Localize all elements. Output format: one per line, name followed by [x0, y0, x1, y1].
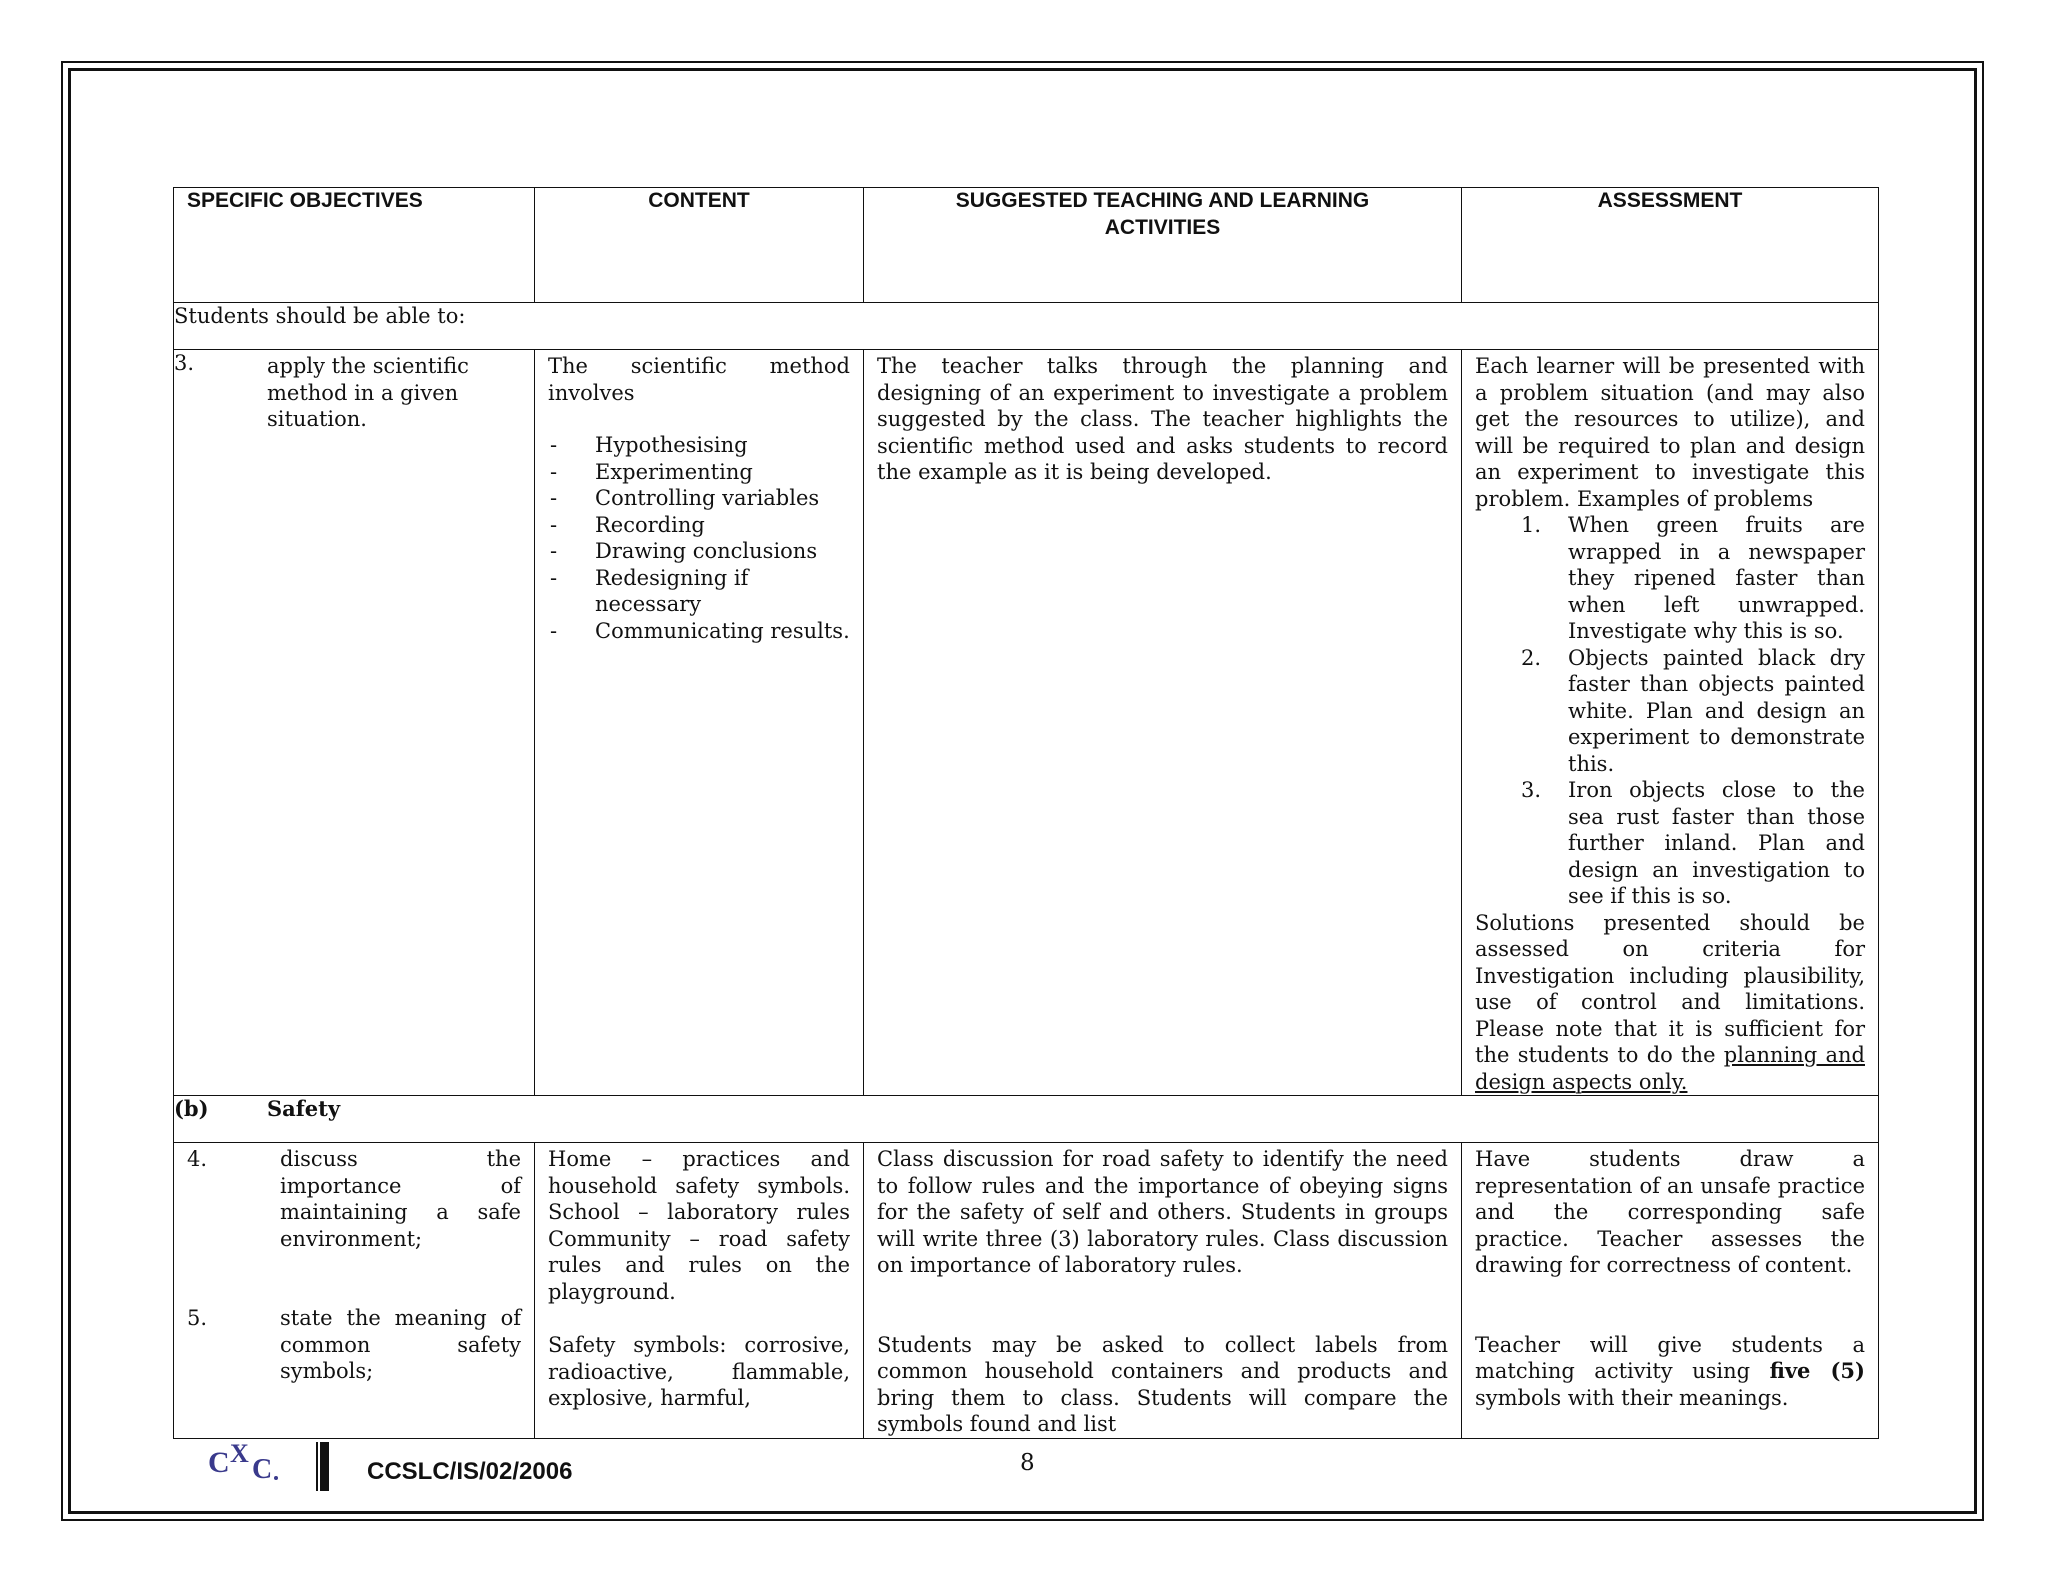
assessment-5	[1475, 1332, 1865, 1412]
syllabus-table	[173, 187, 1879, 1439]
logo-letter-c2: C	[252, 1454, 273, 1485]
document-code: CCSLC/IS/02/2006	[367, 1458, 573, 1485]
assessment-intro: Each learner will be presented with a problem situation (and may also get the resources to utilize), and will be required to plan and design an experiment to investigate this problem. Examples of problems	[1475, 354, 1865, 511]
list-item	[1475, 645, 1865, 778]
header-specific-objectives: SPECIFIC OBJECTIVES	[174, 188, 535, 303]
activities-cell-3	[864, 350, 1462, 1096]
footer-divider-thin	[316, 1442, 318, 1491]
footer-divider	[320, 1442, 329, 1491]
problem-number: 2.	[1521, 645, 1542, 670]
objective-cell-4-5	[174, 1143, 535, 1439]
page-number: 8	[1020, 1450, 1035, 1476]
objective-5	[187, 1305, 521, 1385]
objective-number: 3.	[174, 351, 195, 375]
objective-number: 5.	[187, 1306, 208, 1330]
header-activities	[864, 188, 1462, 303]
list-item: - Experimenting	[548, 459, 850, 486]
objective-4	[187, 1146, 521, 1252]
header-activities-line2: ACTIVITIES	[1104, 215, 1221, 239]
assessment-5-text-end: symbols with their meanings.	[1475, 1385, 1789, 1410]
assessment-cell-3	[1462, 350, 1879, 1096]
section-b-row	[174, 1096, 1879, 1143]
problem-text: When green fruits are wrapped in a newspaper they ripened faster than when left unwrapped. Investigate why this is so.	[1568, 513, 1865, 643]
content-5: Safety symbols: corrosive, radioactive, flammable, explosive, harmful,	[548, 1333, 850, 1410]
content-4: Home – practices and household safety symbols. School – laboratory rules Community – road safety rules and rules on the playground.	[548, 1147, 850, 1304]
list-item: - Controlling variables	[548, 485, 850, 512]
objective-cell-3	[174, 350, 535, 1096]
intro-text: Students should be able to:	[174, 303, 1879, 350]
list-item: - Redesigning if necessary	[548, 565, 850, 618]
activities-4: Class discussion for road safety to identify the need to follow rules and the importance of obeying signs for the safety of self and others. Students in groups will write three (3) laboratory rules. Class discussion on importance of laboratory rules.	[877, 1147, 1448, 1277]
objective-number: 4.	[187, 1147, 208, 1171]
content-list	[548, 432, 850, 644]
assessment-outro-text: Solutions presented should be assessed on criteria for Investigation including plausibility, use of control and limitations. Please note that it is sufficient for the students to do the	[1475, 910, 1865, 1067]
content-cell-3	[535, 350, 864, 1096]
problem-text: Objects painted black dry faster than objects painted white. Plan and design an experiment to demonstrate this.	[1568, 645, 1865, 776]
assessment-cell-4-5	[1462, 1143, 1879, 1439]
list-item: - Hypothesising	[548, 432, 850, 459]
objective-text: state the meaning of common safety symbols;	[280, 1306, 521, 1383]
activities-text: The teacher talks through the planning and designing of an experiment to investigate a problem suggested by the class. The teacher highlights the scientific method used and asks students to record the example as it is being developed.	[877, 354, 1448, 484]
objective-text: discuss the importance of maintaining a safe environment;	[280, 1147, 521, 1251]
logo-letter-c1: C	[208, 1446, 230, 1479]
table-row	[174, 350, 1879, 1096]
problem-text: Iron objects close to the sea rust faster than those further inland. Plan and design an investigation to see if this is so.	[1568, 778, 1865, 908]
list-item: - Recording	[548, 512, 850, 539]
logo-letter-x: X	[230, 1439, 249, 1468]
header-content: CONTENT	[535, 188, 864, 303]
section-label: (b)	[174, 1096, 209, 1121]
assessment-4: Have students draw a representation of an unsafe practice and the corresponding safe practice. Teacher assesses the drawing for correctness of content.	[1475, 1147, 1865, 1277]
problem-number: 1.	[1521, 513, 1542, 537]
assessment-outro-underlined: planning and design aspects only.	[1475, 1043, 1865, 1094]
list-item	[1475, 512, 1865, 645]
list-item: - Drawing conclusions	[548, 538, 850, 565]
section-title: Safety	[267, 1096, 341, 1121]
cxc-logo	[206, 1438, 282, 1486]
assessment-outro	[1475, 910, 1865, 1096]
problem-list	[1475, 512, 1865, 910]
list-item: - Communicating results.	[548, 618, 850, 645]
activities-cell-4-5	[864, 1143, 1462, 1439]
content-intro: The scientific method involves	[548, 354, 850, 405]
table-header-row	[174, 188, 1879, 303]
assessment-5-text: Teacher will give students a matching activity using	[1475, 1332, 1865, 1383]
activities-5: Students may be asked to collect labels from common household containers and products and bring them to class. Students will compare the symbols found and list	[877, 1332, 1448, 1436]
problem-number: 3.	[1521, 778, 1542, 802]
objective-text: apply the scientific method in a given situation.	[267, 354, 469, 431]
header-activities-line1: SUGGESTED TEACHING AND LEARNING	[955, 189, 1370, 212]
assessment-5-bold: five (5)	[1769, 1358, 1865, 1383]
content-cell-4-5	[535, 1143, 864, 1439]
header-assessment: ASSESSMENT	[1462, 188, 1879, 303]
section-b-heading	[174, 1096, 1879, 1143]
list-item	[1475, 777, 1865, 910]
intro-row	[174, 303, 1879, 350]
table-row	[174, 1143, 1879, 1439]
